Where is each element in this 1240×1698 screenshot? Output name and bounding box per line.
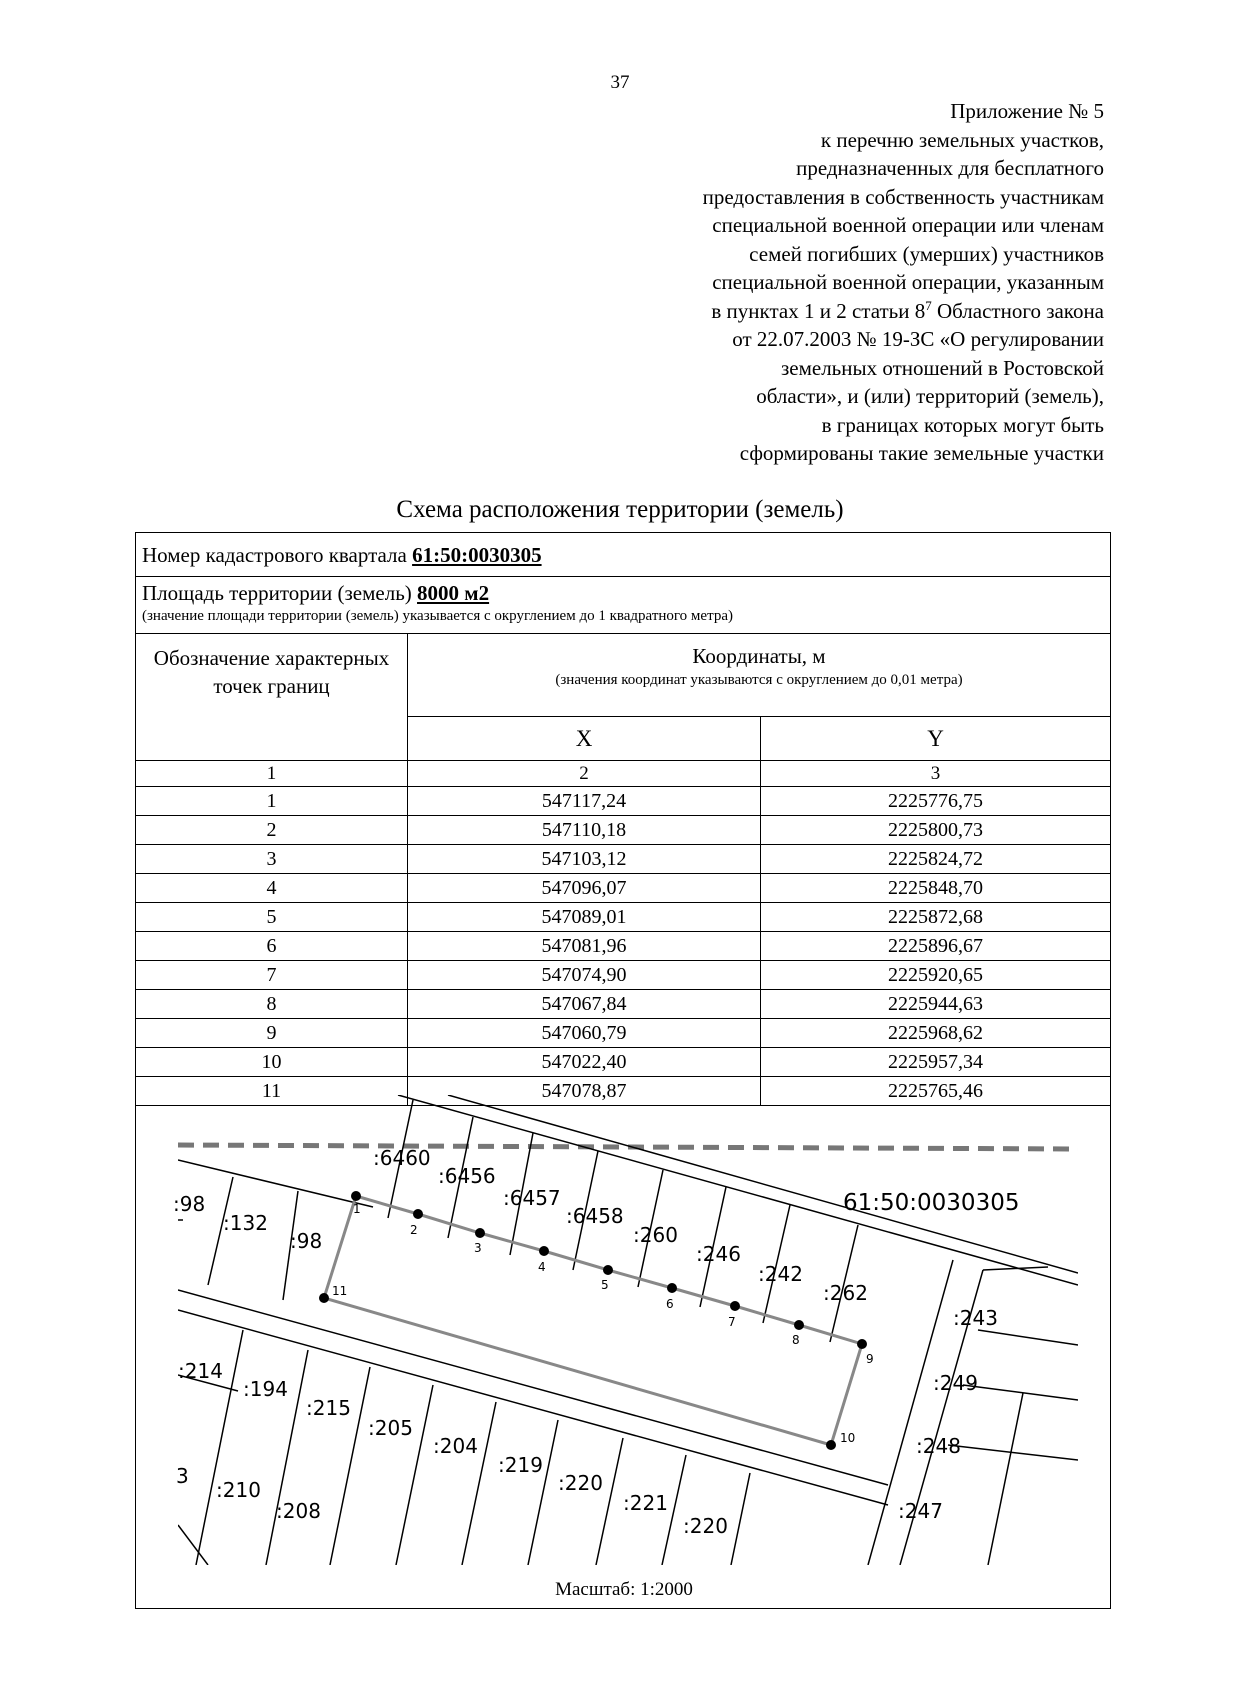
area-label: Площадь территории (земель) [142,581,418,605]
parcel-label: :220 [683,1514,728,1538]
point-number: 2 [136,816,408,845]
x-value: 547074,90 [408,961,761,990]
parcel-label: :249 [933,1371,978,1395]
y-value: 2225765,46 [761,1077,1111,1106]
point-label: 6 [666,1297,674,1311]
appendix-line: специальной военной операции или членам [712,213,1104,237]
point-label: 3 [474,1241,482,1255]
point-number: 8 [136,990,408,1019]
parcel-label: :214 [178,1359,223,1383]
parcel-label: :132 [223,1211,268,1235]
point-number: 6 [136,932,408,961]
parcel-line [596,1438,623,1565]
table-row [136,787,1111,816]
parcel-label: :262 [823,1281,868,1305]
point-number: 11 [136,1077,408,1106]
x-value: 547110,18 [408,816,761,845]
point-label: 9 [866,1352,874,1366]
boundary-point [857,1339,867,1349]
point-number: 7 [136,961,408,990]
points-column-header: Обозначение характерных точек границ [136,634,408,761]
point-number: 5 [136,903,408,932]
parcel-line [988,1393,1023,1565]
table-row [136,874,1111,903]
cadastral-map [173,1095,1078,1565]
appendix-line: предназначенных для бесплатного [796,156,1104,180]
quarter-label: Номер кадастрового квартала [142,543,413,567]
y-value: 2225968,62 [761,1019,1111,1048]
boundary-point [603,1265,613,1275]
y-value: 2225800,73 [761,816,1111,845]
article-superscript: 7 [925,297,932,313]
point-label: 10 [840,1431,856,1445]
point-label: 2 [410,1223,418,1237]
boundary-point [319,1293,329,1303]
x-value: 547081,96 [408,932,761,961]
territory-boundary [324,1196,862,1445]
appendix-line: земельных отношений в Ростовской [780,355,1104,380]
parcel-label: :220 [558,1471,603,1495]
area-row [142,581,489,606]
table-row [136,932,1111,961]
point-label: 5 [601,1278,609,1292]
parcel-label: :6457 [503,1186,561,1210]
parcel-label: :6456 [438,1164,496,1188]
parcel-line [178,1160,373,1207]
table-row [136,990,1111,1019]
y-value: 2225944,63 [761,990,1111,1019]
parcel-label: :6458 [566,1204,624,1228]
parcel-label: :246 [696,1242,741,1266]
scheme-frame [135,532,1111,1609]
x-value: 547078,87 [408,1077,761,1106]
y-column-header: Y [761,717,1111,761]
parcel-line [396,1385,433,1565]
map-scale: Масштаб: 1:2000 [555,1579,693,1600]
parcel-label: :6460 [373,1146,431,1170]
parcel-label: :248 [916,1434,961,1458]
column-number: 3 [761,761,1111,787]
parcel-line [731,1473,750,1565]
parcel-label: :210 [216,1478,261,1502]
point-number: 1 [136,787,408,816]
parcel-line [948,1445,1078,1460]
boundary-point [730,1301,740,1311]
appendix-line: в границах которых могут быть [821,412,1104,437]
y-value: 2225776,75 [761,787,1111,816]
point-label: 7 [728,1315,736,1329]
point-label: 11 [332,1284,348,1298]
area-note: (значение площади территории (земель) указывается с округлением до 1 квадратного метра) [142,608,733,624]
parcel-line [978,1330,1078,1345]
appendix-line: сформированы такие земельные участки [739,441,1104,465]
parcel-label: :215 [306,1396,351,1420]
point-label: 4 [538,1260,546,1274]
coordinates-table [135,633,1111,1106]
appendix-line-part: в пунктах 1 и 2 статьи 8 [711,298,926,323]
boundary-point [826,1440,836,1450]
quarter-row [142,543,542,568]
x-value: 547022,40 [408,1048,761,1077]
point-number: 3 [136,845,408,874]
table-row [136,1048,1111,1077]
parcel-label: :98 [290,1229,323,1253]
table-row [136,816,1111,845]
appendix-line: специальной военной операции, указанным [712,270,1104,294]
parcel-label: :194 [243,1377,288,1401]
column-numbering-row [136,761,1111,787]
y-value: 2225920,65 [761,961,1111,990]
parcel-label: 3 [176,1464,189,1488]
parcel-label: :205 [368,1416,413,1440]
y-value: 2225872,68 [761,903,1111,932]
point-number: 10 [136,1048,408,1077]
y-value: 2225824,72 [761,845,1111,874]
page-number: 37 [610,72,630,93]
y-value: 2225848,70 [761,874,1111,903]
appendix-line: области», и (или) территорий (земель), [756,384,1104,408]
y-value: 2225896,67 [761,932,1111,961]
appendix-line: семей погибших (умерших) участников [749,241,1104,266]
appendix-line [544,297,1104,326]
area-value: 8000 м2 [417,581,490,605]
parcel-label: :204 [433,1434,478,1458]
quarter-number: 61:50:0030305 [412,543,542,567]
document-title: Схема расположения территории (земель) [396,496,844,523]
x-value: 547060,79 [408,1019,761,1048]
boundary-point [794,1320,804,1330]
appendix-line: предоставления в собственность участникам [702,184,1104,209]
table-row [136,845,1111,874]
appendix-line: от 22.07.2003 № 19-ЗС «О регулировании [732,327,1104,351]
parcel-line [528,1420,558,1565]
parcel-label: :242 [758,1262,803,1286]
parcel-label: :243 [953,1306,998,1330]
x-value: 547089,01 [408,903,761,932]
column-number: 1 [136,761,408,787]
parcel-label: :247 [898,1499,943,1523]
parcel-label: :219 [498,1453,543,1477]
boundary-point [539,1246,549,1256]
point-number: 4 [136,874,408,903]
coordinates-title: Координаты, м [692,644,826,668]
parcel-label: :98 [173,1192,206,1216]
divider [136,576,1110,577]
x-value: 547103,12 [408,845,761,874]
table-row [136,903,1111,932]
table-row [136,961,1111,990]
appendix-header [544,97,1104,468]
x-value: 547067,84 [408,990,761,1019]
parcel-line [462,1402,496,1565]
point-label: 1 [353,1202,361,1216]
x-value: 547117,24 [408,787,761,816]
boundary-point [475,1228,485,1238]
boundary-point [667,1283,677,1293]
point-label: 8 [792,1333,800,1347]
appendix-line-part: Областного закона [931,298,1104,323]
column-number: 2 [408,761,761,787]
appendix-line: Приложение № 5 [950,99,1104,123]
parcel-line [963,1385,1078,1400]
parcel-label: :208 [276,1499,321,1523]
x-value: 547096,07 [408,874,761,903]
appendix-line: к перечню земельных участков, [820,127,1104,152]
map-quarter-label: 61:50:0030305 [843,1190,1020,1216]
coordinates-column-header [408,634,1111,717]
boundary-point [351,1191,361,1201]
point-number: 9 [136,1019,408,1048]
x-column-header: X [408,717,761,761]
parcel-label: :221 [623,1491,668,1515]
boundary-point [413,1209,423,1219]
parcel-label: :260 [633,1223,678,1247]
coordinates-note: (значения координат указываются с округлением до 0,01 метра) [555,672,963,688]
y-value: 2225957,34 [761,1048,1111,1077]
table-row [136,1019,1111,1048]
